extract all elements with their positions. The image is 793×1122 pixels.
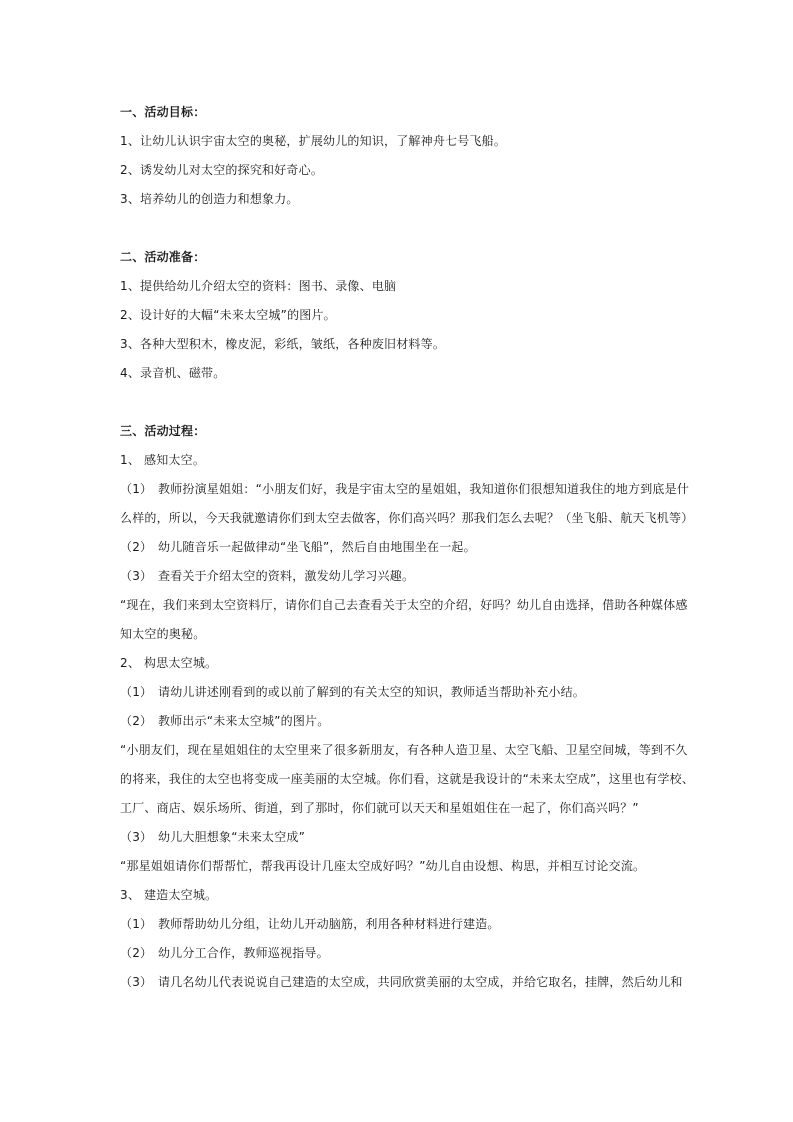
- sub-text: 教师帮助幼儿分组，让幼儿开动脑筋，利用各种材料进行建造。: [158, 917, 500, 931]
- goal-item-2: 2、诱发幼儿对太空的探究和好奇心。: [120, 163, 324, 177]
- sub-number: （2）: [120, 540, 153, 554]
- sub-text: 教师出示“未来太空城”的图片。: [158, 714, 330, 728]
- section-heading-process: 三、活动过程：: [120, 424, 206, 438]
- prep-item-3: 3、各种大型积木，橡皮泥，彩纸，皱纸，各种废旧材料等。: [120, 337, 446, 351]
- sub-text: 幼儿大胆想象“未来太空成”: [158, 830, 306, 844]
- step1-sub3: [120, 562, 680, 591]
- spacer: [120, 388, 680, 417]
- sub-number: （3）: [120, 975, 153, 989]
- prep-item-1: 1、提供给幼儿介绍太空的资料：图书、录像、电脑: [120, 279, 397, 293]
- sub-text: 请几名幼儿代表说说自己建造的太空成，共同欣赏美丽的太空成，并给它取名，挂牌，然后幼儿和: [158, 975, 683, 989]
- step2-sub2: [120, 707, 680, 736]
- step2-quote2: “那星姐姐请你们帮帮忙，帮我再设计几座太空成好吗？”幼儿自由设想、构思，并相互讨论交流。: [120, 859, 646, 873]
- sub-number: （3）: [120, 830, 153, 844]
- step1-quote-cont: 知太空的奥秘。: [120, 627, 206, 641]
- spacer: [120, 214, 680, 243]
- sub-text: 查看关于介绍太空的资料，激发幼儿学习兴趣。: [158, 569, 415, 583]
- step2-quote-line3: 工厂、商店、娱乐场所、街道，到了那时，你们就可以天天和星姐姐住在一起了，你们高兴吗？”: [120, 801, 639, 815]
- sub-text: 幼儿随音乐一起做律动“坐飞船”，然后自由地围坐在一起。: [158, 540, 476, 554]
- document-body: [120, 98, 695, 997]
- step1-sub1: [120, 475, 690, 504]
- sub-text: 请幼儿讲述刚看到的或以前了解到的有关太空的知识，教师适当帮助补充小结。: [158, 685, 586, 699]
- step3-sub1: [120, 910, 680, 939]
- sub-text: 幼儿分工合作，教师巡视指导。: [158, 946, 329, 960]
- section-heading-goals: 一、活动目标：: [120, 105, 206, 119]
- sub-number: （3）: [120, 569, 153, 583]
- goal-item-3: 3、培养幼儿的创造力和想象力。: [120, 192, 299, 206]
- section-heading-prep: 二、活动准备：: [120, 250, 206, 264]
- step1-title: 1、 感知太空。: [120, 453, 206, 467]
- step3-sub3: [120, 968, 683, 997]
- sub-number: （2）: [120, 946, 153, 960]
- step2-quote-line2: 的将来，我住的太空也将变成一座美丽的太空城。你们看，这就是我设计的“未来太空成”，这里也有学校、: [120, 772, 695, 786]
- sub-number: （1）: [120, 917, 153, 931]
- step3-sub2: [120, 939, 680, 968]
- goal-item-1: 1、让幼儿认识宇宙太空的奥秘，扩展幼儿的知识，了解神舟七号飞船。: [120, 134, 507, 148]
- sub-text: 教师扮演星姐姐：“小朋友们好，我是宇宙太空的星姐姐，我知道你们很想知道我住的地方到底是什: [158, 482, 690, 496]
- step1-quote: “现在，我们来到太空资料厅，请你们自己去查看关于太空的介绍，好吗？幼儿自由选择，借助各种媒体感: [120, 598, 688, 612]
- step2-sub3: [120, 823, 680, 852]
- prep-item-2: 2、设计好的大幅“未来太空城”的图片。: [120, 308, 336, 322]
- step3-title: 3、 建造太空城。: [120, 888, 218, 902]
- step1-sub2: [120, 533, 680, 562]
- sub-number: （1）: [120, 482, 153, 496]
- step1-sub1-cont: 么样的，所以，今天我就邀请你们到太空去做客，你们高兴吗？那我们怎么去呢？（坐飞船、航天飞机等）: [120, 511, 694, 525]
- step2-sub1: [120, 678, 680, 707]
- step2-quote-line1: “小朋友们，现在星姐姐住的太空里来了很多新朋友，有各种人造卫星、太空飞船、卫星空间城，等到不久: [120, 743, 688, 757]
- step2-title: 2、 构思太空城。: [120, 656, 218, 670]
- prep-item-4: 4、录音机、磁带。: [120, 366, 226, 380]
- sub-number: （1）: [120, 685, 153, 699]
- sub-number: （2）: [120, 714, 153, 728]
